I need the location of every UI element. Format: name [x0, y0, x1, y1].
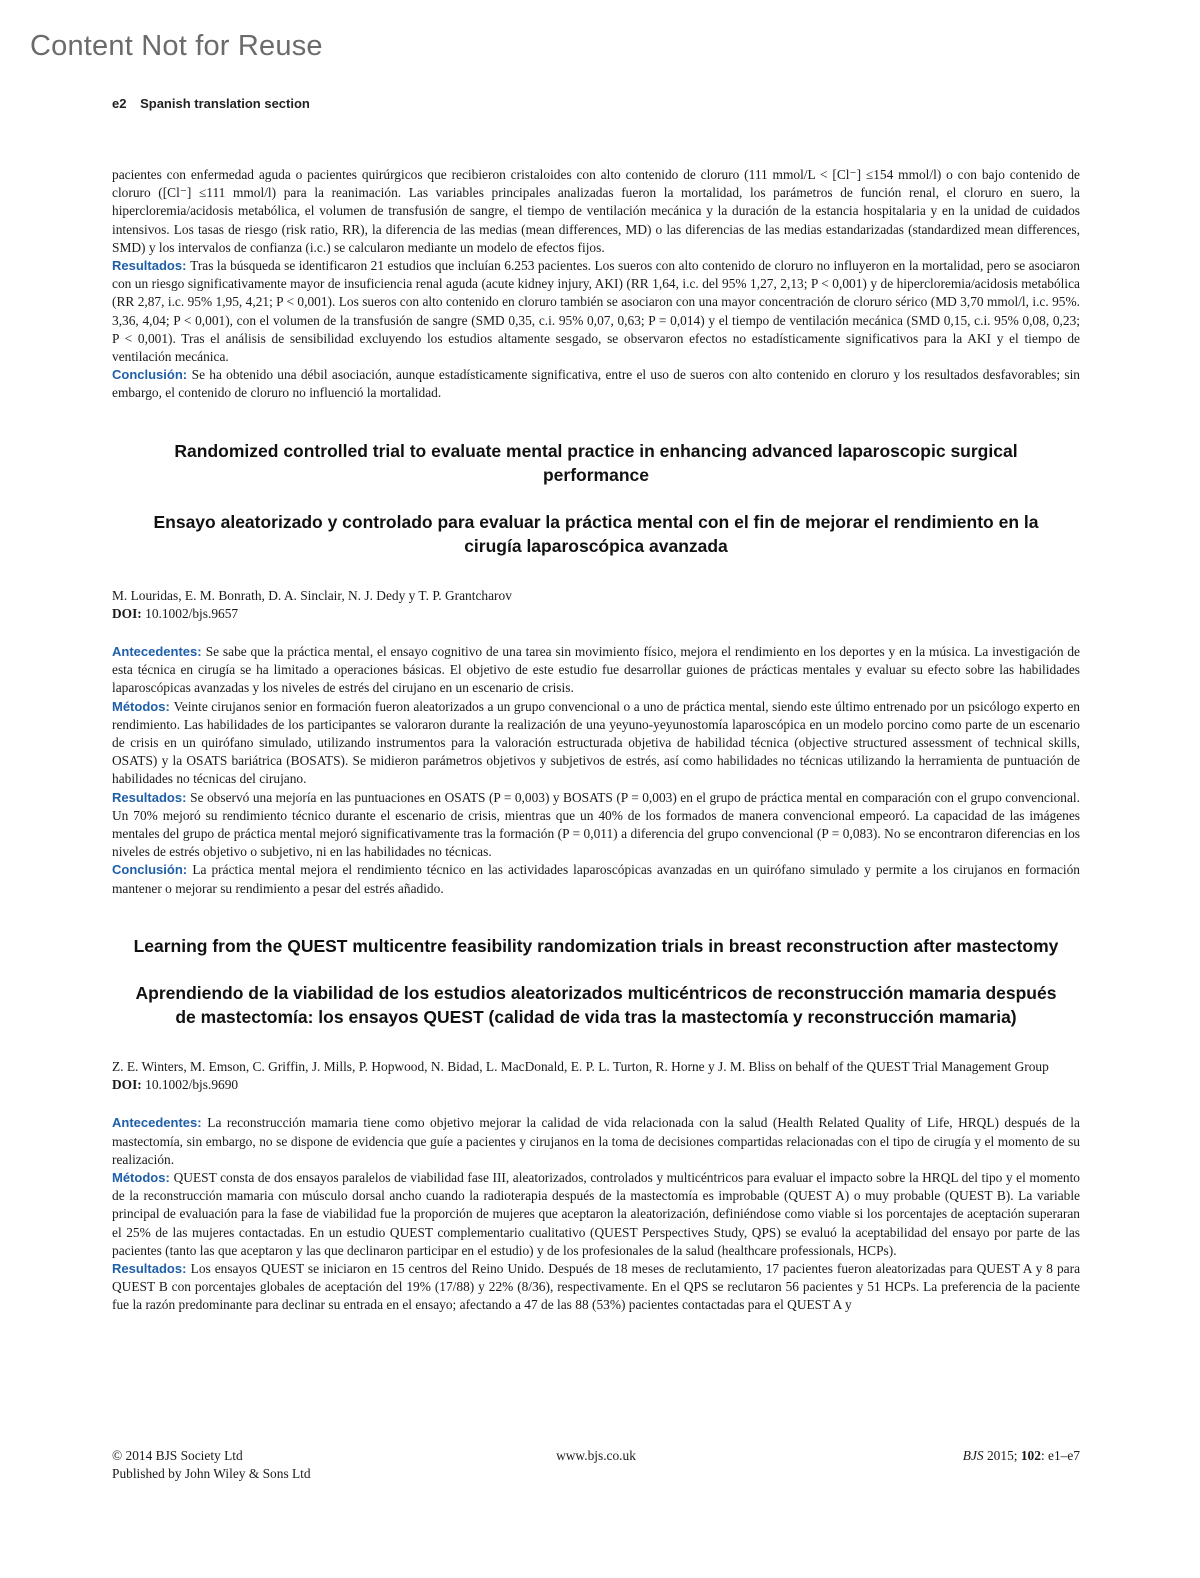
abstract-label: Conclusión:	[112, 862, 193, 878]
article-title-english: Learning from the QUEST multicentre feasibility randomization trials in breast reconstruction after mastectomy	[133, 935, 1059, 956]
abstract-section-conclusion	[112, 861, 1080, 897]
abstract-text: La práctica mental mejora el rendimiento técnico en las actividades laparoscópicas avanzadas en un quirófano simulado y permite a los cirujanos en formación mantener o mejorar su rendimiento a pesar del estrés añadido.	[112, 862, 1081, 896]
abstract-text: La reconstrucción mamaria tiene como objetivo mejorar la calidad de vida relacionada con la salud (Health Related Quality of Life, HRQL) después de la mastectomía, sin embargo, no se dispone de evidencia que guíe a pacientes y cirujanos en la toma de decisiones compartidas relacionadas con el tipo de cirugía y el momento de su realización.	[112, 1115, 1080, 1167]
footer-website[interactable]: www.bjs.co.uk	[556, 1448, 636, 1463]
article-authors: M. Louridas, E. M. Bonrath, D. A. Sinclair, N. J. Dedy y T. P. Grantcharov	[112, 587, 512, 603]
article-1	[112, 439, 1080, 898]
article-title-english: Randomized controlled trial to evaluate mental practice in enhancing advanced laparoscopic surgical performance	[174, 440, 1018, 485]
abstract-text: Se sabe que la práctica mental, el ensayo cognitivo de una tarea sin movimiento físico, mejora el rendimiento en los deportes y en la música. La investigación de esta técnica en cirugía se ha limitado a operaciones básicas. El objetivo de este estudio fue desarrollar guiones de prácticas mentales y evaluar su efecto sobre las habilidades laparoscópicas avanzadas y los niveles de estrés del cirujano en un escenario de crisis.	[112, 644, 1080, 696]
journal-pages: : e1–e7	[1040, 1448, 1080, 1463]
abstract-text: Los ensayos QUEST se iniciaron en 15 centros del Reino Unido. Después de 18 meses de reclutamiento, 17 pacientes fueron aleatorizadas para QUEST A y 8 para QUEST B con porcentajes globales de aceptación del 19% (17/88) y 22% (8/36), respectivamente. En el QPS se reclutaron 56 pacientes y 51 HCPs. La preferencia de la paciente fue la razón predominante para declinar su entrada en el ensayo; afectando a 47 de las 88 (53%) pacientes contactadas para el QUEST A y	[112, 1260, 1081, 1313]
footer-citation	[963, 1447, 1080, 1465]
abstract-text: QUEST consta de dos ensayos paralelos de viabilidad fase III, aleatorizados, controlados y multicéntricos para evaluar el impacto sobre la HRQL del tipo y el momento de la reconstrucción mamaria con músculo dorsal ancho cuando la radioterapia después de la mastectomía es improbable (QUEST A) o muy probable (QUEST B). La variable principal de evaluación para la fase de viabilidad fue la proporción de mujeres que aceptaron la aleatorización, definiéndose como viable si los porcentajes de aceptación superaran el 25% de las mujeres contactadas. En un estudio QUEST complementario cualitativo (QUEST Perspectives Study, QPS) se evaluó la aceptabilidad del ensayo por parte de las pacientes (tanto las que aceptaron y las que declinaron participar en el estudio) y de los profesionales de la salud (healthcare professionals, HCPs).	[112, 1169, 1080, 1258]
abstract-label: Antecedentes:	[112, 1115, 208, 1131]
conclusion-label: Conclusión:	[112, 367, 192, 383]
running-head	[112, 96, 310, 111]
continued-results-paragraph	[112, 257, 1080, 366]
continued-methods-paragraph: pacientes con enfermedad aguda o pacientes quirúrgicos que recibieron cristaloides con alto contenido de cloruro (111 mmol/L < [Cl⁻] ≤154 mmol/l) o con bajo contenido de cloruro ([Cl⁻] ≤111 mmol/l) para la reanimación. Las variables principales analizadas fueron la mortalidad, los parámetros de función renal, el cloruro en suero, la hipercloremia/acidosis metabólica, el volumen de transfusión de sangre, el tiempo de ventilación mecánica y la duración de la estancia hospitalaria y en la unidad de cuidados intensivos. Los tasas de riesgo (risk ratio, RR), la diferencia de las medias (mean differences, MD) o las diferencias de las medias estandarizadas (standardized mean differences, SMD) y los intervalos de confianza (i.c.) se calcularon mediante un modelo de efectos fijos.	[112, 167, 1080, 255]
conclusion-text: Se ha obtenido una débil asociación, aunque estadísticamente significativa, entre el uso de sueros con alto contenido en cloruro y los resultados desfavorables; sin embargo, el contenido de cloruro no influenció la mortalidad.	[112, 367, 1080, 401]
results-text: Tras la búsqueda se identificaron 21 estudios que incluían 6.253 pacientes. Los sueros con alto contenido de cloruro no influyeron en la mortalidad, pero se asociaron con un riesgo significativamente mayor de insuficiencia renal aguda (acute kidney injury, AKI) (RR 1,64, i.c. del 95% 1,27, 2,13; P < 0,001) y de hipercloremia/acidosis metabólica (RR 2,87, i.c. 95% 1,95, 4,21; P < 0,001). Los sueros con alto contenido en cloruro también se asociaron con una mayor concentración de cloruro sérico (MD 3,70 mmol/l, i.c. 95%. 3,36, 4,04; P < 0,001), con el volumen de la transfusión de sangre (SMD 0,35, c.i. 95% 0,07, 0,63; P = 0,014) y el tiempo de ventilación mecánica (SMD 0,15, c.i. 95% 0,08, 0,23; P < 0,001). Tras el análisis de sensibilidad excluyendo los estudios altamente sesgado, se observaron efectos no estadísticamente significativos para la AKI y el tiempo de ventilación mecánica.	[112, 258, 1080, 365]
abstract-label: Resultados:	[112, 1260, 191, 1276]
abstract-label: Métodos:	[112, 1169, 174, 1185]
journal-volume: 102	[1020, 1448, 1041, 1463]
abstract-section-results	[112, 789, 1080, 862]
publisher: Published by John Wiley & Sons Ltd	[112, 1466, 311, 1481]
article-doi	[112, 605, 1080, 623]
page-content	[112, 166, 1080, 1315]
abstract-section-results	[112, 1260, 1080, 1315]
article-2	[112, 934, 1080, 1315]
abstract-section-background	[112, 643, 1080, 698]
article-abstract	[112, 1114, 1080, 1314]
doi-link[interactable]: 10.1002/bjs.9690	[145, 1077, 239, 1093]
article-title-spanish: Ensayo aleatorizado y controlado para evaluar la práctica mental con el fin de mejorar el rendimiento en la cirugía laparoscópica avanzada	[153, 511, 1039, 556]
doi-label: DOI:	[112, 1077, 142, 1093]
results-label: Resultados:	[112, 258, 191, 274]
article-title-spanish: Aprendiendo de la viabilidad de los estudios aleatorizados multicéntricos de reconstrucción mamaria después de mastectomía: los ensayos QUEST (calidad de vida tras la mastectomía y reconstrucción mamaria)	[135, 982, 1057, 1027]
article-abstract	[112, 643, 1080, 898]
abstract-text: Veinte cirujanos senior en formación fueron aleatorizados a un grupo convencional o a uno de práctica mental, siendo este último entrenado por un psicólogo experto en rendimiento. Las habilidades de los participantes se valoraron durante la realización de una yeyuno-yeyunostomía laparoscópica en un modelo porcino como parte de un escenario de crisis en un quirófano simulado, utilizando instrumentos para la valoración estructurada objetiva de habilidad técnica (objective structured assessment of technical skills, OSATS) y la OSATS bariátrica (BOSATS). Se midieron parámetros objetivos y subjetivos de estrés, así como habilidades no técnicas utilizando la herramienta de puntuación de habilidades no técnicas del cirujano.	[112, 698, 1080, 787]
abstract-text: Se observó una mejoría en las puntuaciones en OSATS (P = 0,003) y BOSATS (P = 0,003) en el grupo de práctica mental en comparación con el grupo convencional. Un 70% mejoró su rendimiento técnico durante el escenario de crisis, mientras que un 40% de los formados de manera convencional empeoró. La capacidad de las imágenes mentales del grupo de práctica mental mejoró significativamente tras la formación (P = 0,011) a diferencia del grupo convencional (P = 0,083). No se encontraron diferencias en los niveles de estrés objetivo o subjetivo, ni en las habilidades no técnicas.	[112, 789, 1080, 860]
doi-link[interactable]: 10.1002/bjs.9657	[145, 605, 239, 621]
abstract-label: Resultados:	[112, 789, 191, 805]
page-number: e2	[112, 96, 127, 111]
abstract-label: Antecedentes:	[112, 644, 206, 660]
abstract-section-background	[112, 1114, 1080, 1169]
abstract-section-methods	[112, 698, 1080, 789]
journal-year: 2015;	[986, 1448, 1018, 1463]
abstract-label: Métodos:	[112, 698, 174, 714]
journal-name: BJS	[962, 1448, 984, 1463]
doi-label: DOI:	[112, 605, 142, 621]
watermark: Content Not for Reuse	[30, 30, 323, 62]
section-title: Spanish translation section	[140, 96, 310, 111]
abstract-section-methods	[112, 1169, 1080, 1260]
continued-conclusion-paragraph	[112, 366, 1080, 402]
article-authors: Z. E. Winters, M. Emson, C. Griffin, J. Mills, P. Hopwood, N. Bidad, L. MacDonald, E. P. L. Turton, R. Horne y J. M. Bliss on behalf of the QUEST Trial Management Group	[112, 1058, 1049, 1074]
article-doi	[112, 1076, 1080, 1094]
copyright: © 2014 BJS Society Ltd	[112, 1448, 243, 1463]
